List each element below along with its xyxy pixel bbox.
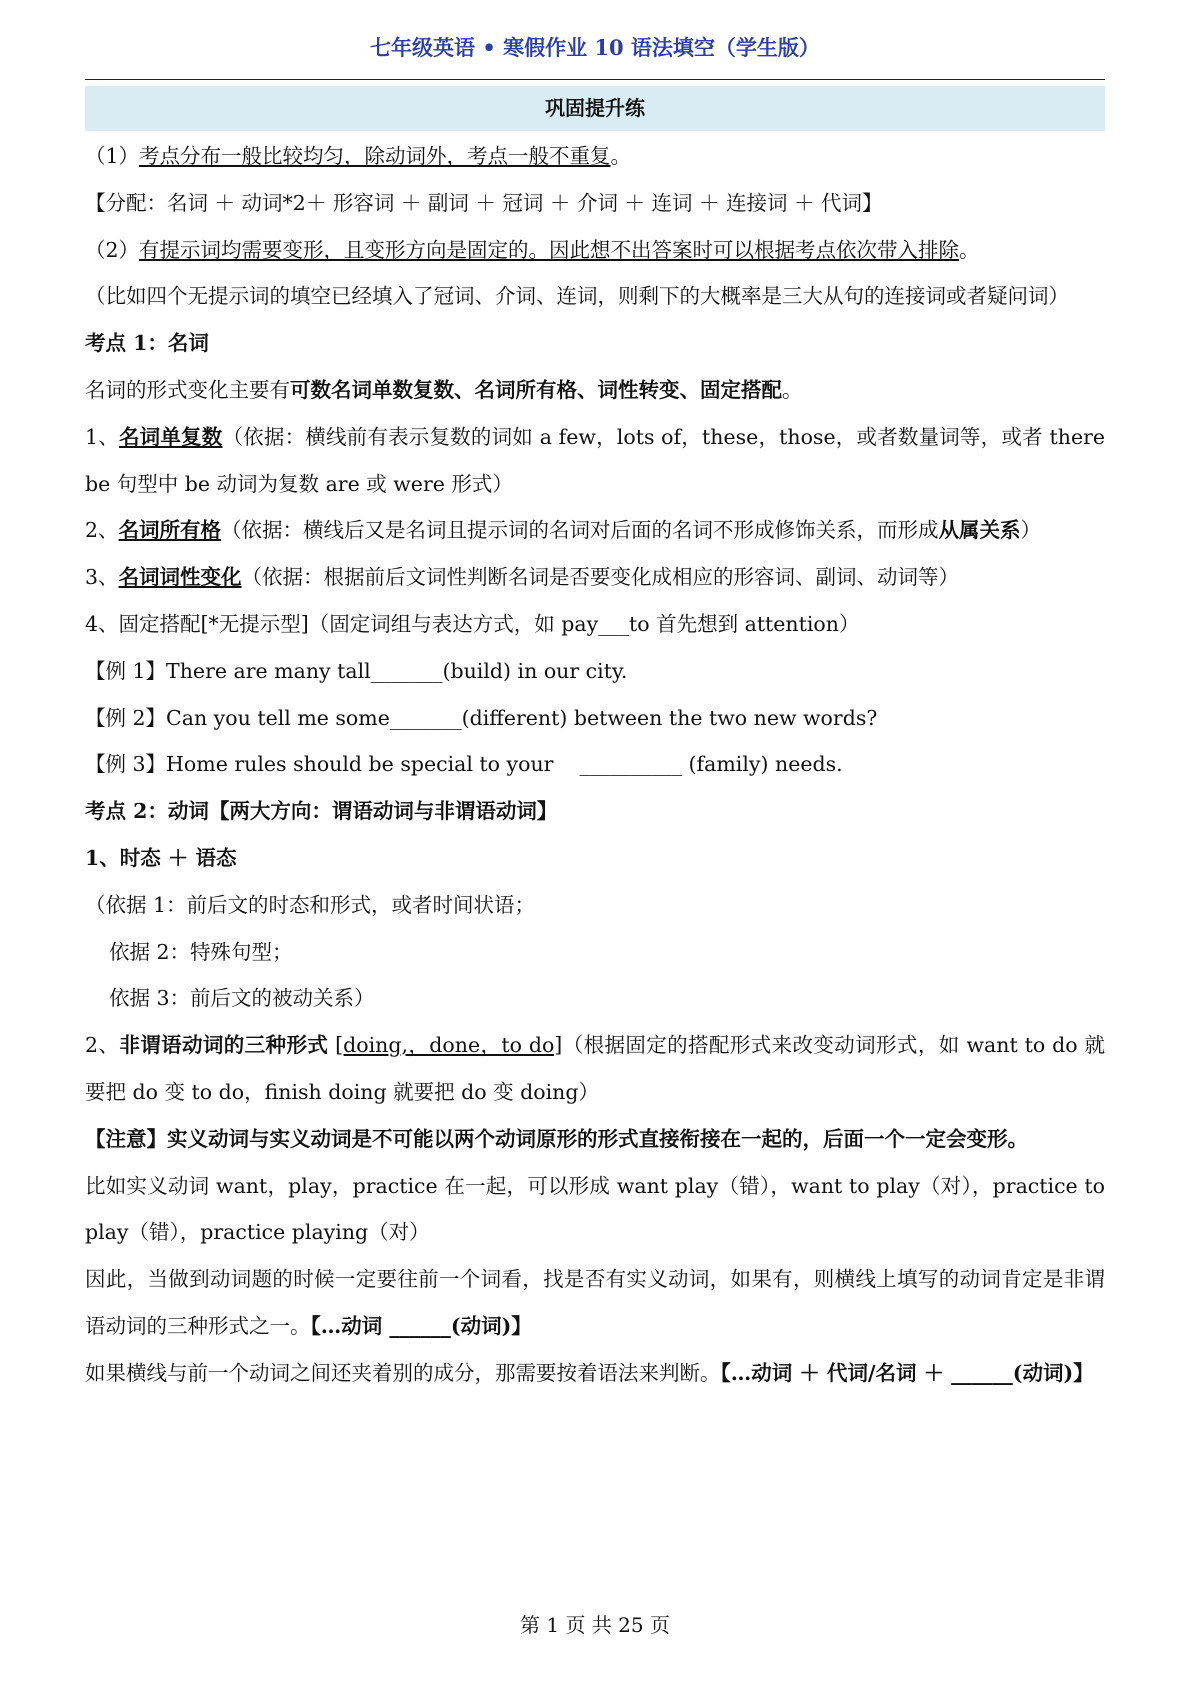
intro-point-3: （比如四个无提示词的填空已经填入了冠词、介词、连词，则剩下的大概率是三大从句的连接词或者疑问词） bbox=[85, 284, 1069, 309]
document-body bbox=[85, 133, 1105, 1397]
point2-basis-3: 依据 3：前后文的被动关系） bbox=[109, 986, 375, 1011]
point1-item-2: 2、名词所有格（依据：横线后又是名词且提示词的名词对后面的名词不形成修饰关系，而形成从属关系） bbox=[85, 518, 1042, 543]
example-3: 【例 3】Home rules should be special to your __________ (family) needs. bbox=[85, 752, 843, 777]
point1-description: 名词的形式变化主要有可数名词单数复数、名词所有格、词性转变、固定搭配。 bbox=[85, 377, 803, 402]
point1-item-4: 4、固定搭配[*无提示型]（固定词组与表达方式，如 pay___to 首先想到 attention） bbox=[85, 611, 860, 636]
point1-item-3: 3、名词词性变化（依据：根据前后文词性判断名词是否要变化成相应的形容词、副词、动词等） bbox=[85, 565, 960, 590]
document-header-title: 七年级英语 • 寒假作业 10 语法填空（学生版） bbox=[370, 35, 820, 60]
point2-basis-1: （依据 1：前后文的时态和形式，或者时间状语； bbox=[85, 892, 536, 917]
note-paragraph: 【注意】实义动词与实义动词是不可能以两个动词原形的形式直接衔接在一起的，后面一个一定会变形。 bbox=[85, 1126, 1028, 1151]
intro-point-2: （2）有提示词均需要变形，且变形方向是固定的。因此想不出答案时可以根据考点依次带入排除。 bbox=[85, 237, 980, 262]
point1-title: 考点 1：名词 bbox=[85, 331, 209, 356]
conclusion-paragraph-1: 因此，当做到动词题的时候一定要往前一个词看，找是否有实义动词，如果有，则横线上填写的动词肯定是非谓语动词的三种形式之一。【…动词 ______(动词)】 bbox=[85, 1267, 1105, 1338]
point2-basis-2: 依据 2：特殊句型； bbox=[109, 939, 293, 964]
example-2: 【例 2】Can you tell me some_______(different) between the two new words? bbox=[85, 705, 878, 730]
header-divider bbox=[85, 79, 1105, 80]
conclusion-paragraph-2: 如果横线与前一个动词之间还夹着别的成分，那需要按着语法来判断。【…动词 ＋ 代词/名词 ＋ ______(动词)】 bbox=[85, 1360, 1094, 1385]
allocation-line: 【分配：名词 ＋ 动词*2＋ 形容词 ＋ 副词 ＋ 冠词 ＋ 介词 ＋ 连词 ＋ 连接词 ＋ 代词】 bbox=[85, 190, 883, 215]
point1-item-1: 1、名词单复数（依据：横线前有表示复数的词如 a few，lots of，these，those，或者数量词等，或者 there be 句型中 be 动词为复数 are 或 were 形式） bbox=[85, 424, 1106, 496]
intro-point-1: （1）考点分布一般比较均匀，除动词外，考点一般不重复。 bbox=[85, 144, 632, 168]
example-1: 【例 1】There are many tall_______(build) in our city. bbox=[85, 658, 628, 683]
section-title: 巩固提升练 bbox=[85, 86, 1105, 131]
point2-subheading-1: 1、时态 ＋ 语态 bbox=[85, 845, 237, 870]
point2-subheading-2: 2、非谓语动词的三种形式 [doing,，done，to do]（根据固定的搭配形式来改变动词形式，如 want to do 就要把 do 变 to do，finish doing 就要把 do 变 doing） bbox=[85, 1033, 1105, 1104]
point2-title: 考点 2：动词【两大方向：谓语动词与非谓语动词】 bbox=[85, 799, 558, 824]
verb-example-paragraph: 比如实义动词 want，play，practice 在一起，可以形成 want play（错），want to play（对），practice to play（错），practice playing（对） bbox=[85, 1173, 1105, 1245]
page-number-footer: 第 1 页 共 25 页 bbox=[520, 1613, 670, 1637]
